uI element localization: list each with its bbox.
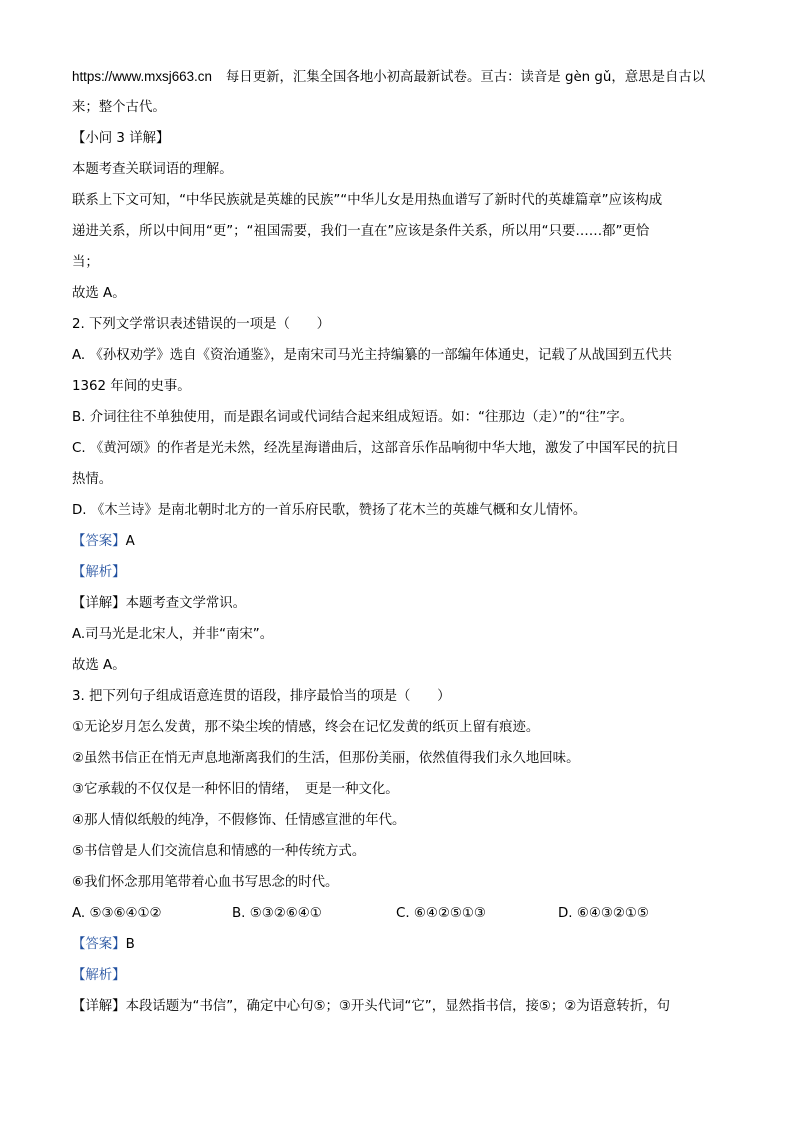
- option-c-cont: 热情。: [72, 472, 113, 487]
- answer-label: 【答案】: [72, 534, 126, 549]
- header-line: [72, 61, 724, 92]
- header-text-cont: 来；整个古代。: [72, 100, 166, 115]
- option-c: C. ⑥④②⑤①③: [396, 906, 486, 921]
- paragraph: 本题考查关联词语的理解。: [72, 162, 233, 177]
- option-c: C. 《黄河颂》的作者是光未然，经冼星海谱曲后，这部音乐作品响彻中华大地，激发了中国军民的抗日: [72, 441, 680, 456]
- conclusion: 故选 A。: [72, 658, 126, 673]
- site-url[interactable]: https://www.mxsj663.cn: [72, 69, 212, 84]
- answer: [72, 526, 724, 557]
- option-d: D. ⑥④③②①⑤: [558, 906, 649, 921]
- option-a: A. 《孙权劝学》选自《资治通鉴》，是南宋司马光主持编纂的一部编年体通史，记载了从战国到五代共: [72, 348, 672, 363]
- paragraph: 当；: [72, 255, 99, 270]
- answer: [72, 929, 724, 960]
- document-body: [72, 61, 724, 1022]
- answer-label: 【答案】: [72, 937, 126, 952]
- option-a: A. ⑤③⑥④①②: [72, 906, 162, 921]
- detail-label: 【详解】: [72, 999, 126, 1014]
- question-3-stem: 3. 把下列句子组成语意连贯的语段，排序最恰当的项是（ ）: [72, 689, 451, 704]
- sentence-2: ②虽然书信正在悄无声息地渐离我们的生活，但那份美丽，依然值得我们永久地回味。: [72, 751, 580, 766]
- option-d: D. 《木兰诗》是南北朝时北方的一首乐府民歌，赞扬了花木兰的英雄气概和女儿情怀。: [72, 503, 587, 518]
- detail-text: 本段话题为“书信”，确定中心句⑤；③开头代词“它”，显然指书信，接⑤；②为语意转折，句: [125, 999, 670, 1014]
- analysis-label: 【解析】: [72, 968, 126, 983]
- sentence-1: ①无论岁月怎么发黄，那不染尘埃的情感，终会在记忆发黄的纸页上留有痕迹。: [72, 720, 540, 735]
- sentence-6: ⑥我们怀念那用笔带着心血书写思念的时代。: [72, 875, 339, 890]
- detail: [72, 991, 724, 1022]
- detail-text: A.司马光是北宋人，并非“南宋”。: [72, 627, 274, 642]
- detail: [72, 588, 724, 619]
- answer-value: A: [125, 534, 135, 549]
- conclusion: 故选 A。: [72, 286, 126, 301]
- answer-value: B: [125, 937, 135, 952]
- analysis-label: 【解析】: [72, 565, 126, 580]
- detail-text: 本题考查文学常识。: [125, 596, 247, 611]
- option-b: B. ⑤③②⑥④①: [232, 906, 322, 921]
- sub-question-3-title: 【小问 3 详解】: [72, 131, 170, 146]
- sentence-5: ⑤书信曾是人们交流信息和情感的一种传统方式。: [72, 844, 366, 859]
- detail-label: 【详解】: [72, 596, 126, 611]
- answer-options: [72, 898, 724, 929]
- option-a-cont: 1362 年间的史事。: [72, 379, 191, 394]
- question-2-stem: 2. 下列文学常识表述错误的一项是（ ）: [72, 317, 331, 332]
- sentence-3: ③它承载的不仅仅是一种怀旧的情绪， 更是一种文化。: [72, 782, 399, 797]
- header-text: 每日更新，汇集全国各地小初高最新试卷。亘古：读音是 gèn gǔ，意思是自古以: [225, 70, 706, 85]
- paragraph: 联系上下文可知，“中华民族就是英雄的民族”“中华儿女是用热血谱写了新时代的英雄篇章”应该构成: [72, 193, 663, 208]
- paragraph: 递进关系，所以中间用“更”；“祖国需要，我们一直在”应该是条件关系，所以用“只要……都”更恰: [72, 224, 650, 239]
- sentence-4: ④那人情似纸般的纯净，不假修饰、任情感宣泄的年代。: [72, 813, 406, 828]
- option-b: B. 介词往往不单独使用，而是跟名词或代词结合起来组成短语。如：“往那边（走）”的“往”字。: [72, 410, 633, 425]
